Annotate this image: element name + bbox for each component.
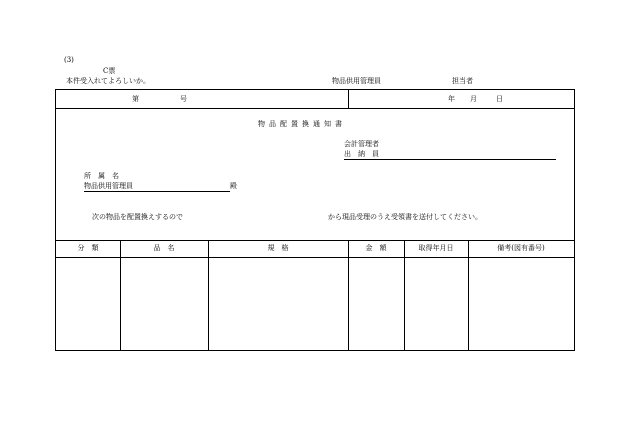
header-divider	[348, 90, 349, 108]
column-divider	[208, 240, 209, 351]
approval-question: 本件受入れてよろしいか。	[66, 77, 150, 85]
column-divider	[468, 240, 469, 351]
header-row-border	[56, 108, 574, 109]
recipient-manager-label: 物品供用管理員	[84, 182, 133, 190]
number-label-second: 号	[180, 95, 187, 103]
person-in-charge-label: 担当者	[452, 77, 473, 85]
year-label: 年	[448, 95, 455, 103]
column-header-remarks: 備考(図有番号)	[497, 244, 545, 252]
cashier-signature-line	[344, 159, 556, 160]
notification-form	[55, 89, 575, 351]
column-header-acquisition-date: 取得年月日	[418, 244, 454, 252]
section-number: (3)	[64, 56, 74, 64]
recipient-signature-line	[84, 191, 230, 192]
manager-label: 物品供用管理員	[332, 77, 381, 85]
form-title: 物品配置換通知書	[258, 120, 346, 128]
column-divider	[348, 240, 349, 351]
column-header-amount: 金 額	[365, 244, 387, 252]
column-header-specification: 規 格	[267, 244, 289, 252]
message-part-two: から現品受理のうえ受領書を送付してください。	[328, 213, 482, 221]
month-label: 月	[470, 95, 477, 103]
day-label: 日	[496, 95, 503, 103]
column-header-category: 分 類	[77, 244, 99, 252]
cashier-label: 出 納 員	[344, 150, 379, 158]
column-divider	[404, 240, 405, 351]
affiliation-label: 所 属 名	[84, 172, 119, 180]
column-divider	[120, 240, 121, 351]
table-top-border	[56, 240, 574, 241]
slip-type: C票	[103, 67, 116, 75]
column-header-item-name: 品 名	[153, 244, 175, 252]
honorific: 殿	[230, 182, 237, 190]
message-part-one: 次の物品を配置換えするので	[92, 213, 183, 221]
number-label-first: 第	[132, 95, 139, 103]
accounting-manager-label: 会計管理者	[344, 140, 379, 148]
table-header-border	[56, 257, 574, 258]
